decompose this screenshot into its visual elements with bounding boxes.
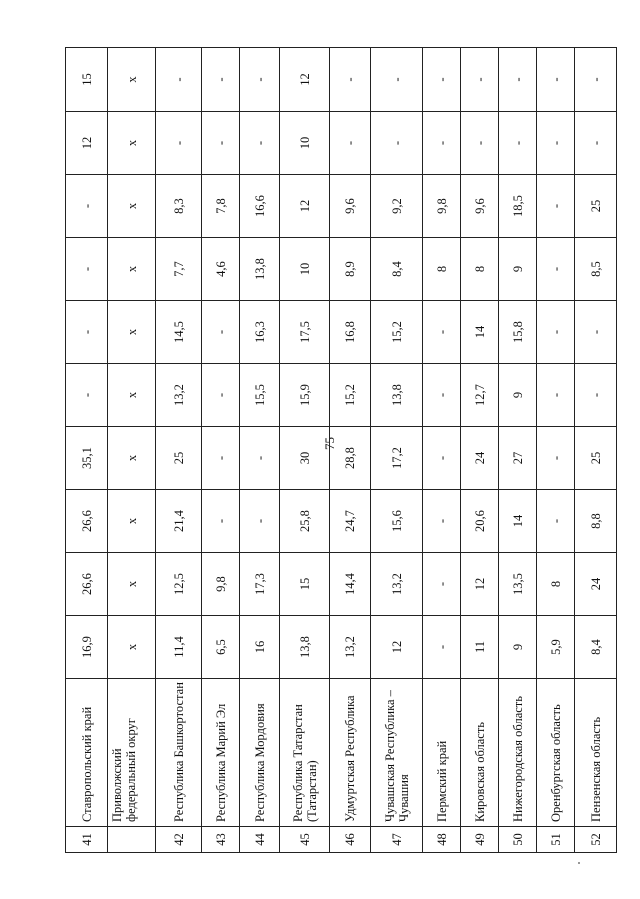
region-name-cell: Республика Башкортостан <box>156 679 202 827</box>
value-cell: 16,3 <box>240 301 280 364</box>
value-cell: 15,5 <box>240 364 280 427</box>
value-cell: - <box>66 175 108 238</box>
region-name-cell: Ставропольский край <box>66 679 108 827</box>
row-number-cell: 48 <box>423 827 461 853</box>
value-cell: х <box>108 48 156 112</box>
value-cell: 8,5 <box>575 238 617 301</box>
value-cell: - <box>202 301 240 364</box>
value-cell: - <box>240 490 280 553</box>
value-cell: 17,5 <box>280 301 330 364</box>
value-cell: 25,8 <box>280 490 330 553</box>
table-row <box>330 48 371 853</box>
page-number: 75 <box>322 437 337 450</box>
value-cell: 16,8 <box>330 301 371 364</box>
value-cell: 24,7 <box>330 490 371 553</box>
value-cell: х <box>108 553 156 616</box>
value-cell: - <box>537 238 575 301</box>
region-name-cell: Оренбургская область <box>537 679 575 827</box>
value-cell: 13,2 <box>371 553 423 616</box>
value-cell: - <box>537 427 575 490</box>
value-cell: - <box>202 427 240 490</box>
value-cell: 12 <box>280 175 330 238</box>
value-cell: - <box>537 48 575 112</box>
table-body <box>66 48 617 853</box>
value-cell: 13,8 <box>240 238 280 301</box>
value-cell: - <box>156 48 202 112</box>
value-cell: - <box>66 364 108 427</box>
value-cell: - <box>240 48 280 112</box>
value-cell: - <box>423 553 461 616</box>
region-name-cell: Удмуртская Республика <box>330 679 371 827</box>
value-cell: 8,8 <box>575 490 617 553</box>
value-cell: 6,5 <box>202 616 240 679</box>
value-cell: 16 <box>240 616 280 679</box>
value-cell: х <box>108 112 156 175</box>
row-number-cell: 49 <box>461 827 499 853</box>
value-cell: - <box>240 427 280 490</box>
value-cell: - <box>66 301 108 364</box>
value-cell: 12,7 <box>461 364 499 427</box>
value-cell: 15,8 <box>499 301 537 364</box>
value-cell: х <box>108 301 156 364</box>
table-row <box>499 48 537 853</box>
value-cell: - <box>461 112 499 175</box>
table-row <box>371 48 423 853</box>
value-cell: - <box>371 48 423 112</box>
value-cell: - <box>537 175 575 238</box>
table-row <box>423 48 461 853</box>
region-name-cell: Нижегородская область <box>499 679 537 827</box>
value-cell: - <box>575 301 617 364</box>
value-cell: 7,8 <box>202 175 240 238</box>
table-row <box>66 48 108 853</box>
value-cell: - <box>371 112 423 175</box>
value-cell: - <box>423 364 461 427</box>
value-cell: - <box>330 112 371 175</box>
row-number-cell: 51 <box>537 827 575 853</box>
value-cell: - <box>537 112 575 175</box>
value-cell: 13,8 <box>280 616 330 679</box>
value-cell: 12,5 <box>156 553 202 616</box>
value-cell: 8,3 <box>156 175 202 238</box>
value-cell: 9 <box>499 364 537 427</box>
value-cell: 13,2 <box>156 364 202 427</box>
row-number-cell: 44 <box>240 827 280 853</box>
value-cell: 20,6 <box>461 490 499 553</box>
value-cell: 18,5 <box>499 175 537 238</box>
value-cell: - <box>66 238 108 301</box>
table-row <box>280 48 330 853</box>
row-number-cell: 46 <box>330 827 371 853</box>
value-cell: 9,6 <box>461 175 499 238</box>
row-number-cell: 42 <box>156 827 202 853</box>
value-cell: - <box>461 48 499 112</box>
value-cell: 11,4 <box>156 616 202 679</box>
value-cell: 15,9 <box>280 364 330 427</box>
rotated-table-container <box>65 48 603 853</box>
row-number-cell <box>108 827 156 853</box>
region-name-cell: Республика Татарстан (Татарстан) <box>280 679 330 827</box>
value-cell: - <box>240 112 280 175</box>
value-cell: 8 <box>423 238 461 301</box>
row-number-cell: 41 <box>66 827 108 853</box>
value-cell: 25 <box>575 427 617 490</box>
value-cell: 15 <box>280 553 330 616</box>
value-cell: х <box>108 364 156 427</box>
value-cell: - <box>499 112 537 175</box>
value-cell: - <box>423 301 461 364</box>
value-cell: 14 <box>499 490 537 553</box>
value-cell: 21,4 <box>156 490 202 553</box>
value-cell: 24 <box>461 427 499 490</box>
value-cell: х <box>108 238 156 301</box>
value-cell: 16,6 <box>240 175 280 238</box>
value-cell: - <box>423 490 461 553</box>
value-cell: - <box>575 364 617 427</box>
value-cell: 27 <box>499 427 537 490</box>
value-cell: 9,8 <box>423 175 461 238</box>
value-cell: - <box>202 48 240 112</box>
value-cell: 9,2 <box>371 175 423 238</box>
data-table <box>65 47 617 853</box>
value-cell: - <box>330 48 371 112</box>
value-cell: - <box>423 616 461 679</box>
value-cell: 15,2 <box>371 301 423 364</box>
row-number-cell: 47 <box>371 827 423 853</box>
value-cell: 9,8 <box>202 553 240 616</box>
value-cell: 17,3 <box>240 553 280 616</box>
table-row <box>240 48 280 853</box>
row-number-cell: 52 <box>575 827 617 853</box>
value-cell: - <box>202 112 240 175</box>
region-name-cell: Чувашская Республика – Чувашия <box>371 679 423 827</box>
value-cell: 9 <box>499 238 537 301</box>
value-cell: 8 <box>537 553 575 616</box>
value-cell: 9,6 <box>330 175 371 238</box>
value-cell: 13,8 <box>371 364 423 427</box>
value-cell: - <box>537 364 575 427</box>
value-cell: 10 <box>280 112 330 175</box>
value-cell: 25 <box>575 175 617 238</box>
value-cell: - <box>156 112 202 175</box>
value-cell: 12 <box>66 112 108 175</box>
value-cell: 10 <box>280 238 330 301</box>
value-cell: 9 <box>499 616 537 679</box>
scan-speck <box>578 862 580 864</box>
value-cell: 14 <box>461 301 499 364</box>
region-name-cell: Пензенская область <box>575 679 617 827</box>
value-cell: - <box>423 427 461 490</box>
value-cell: 12 <box>280 48 330 112</box>
value-cell: 15,6 <box>371 490 423 553</box>
value-cell: 8,4 <box>575 616 617 679</box>
table-row <box>461 48 499 853</box>
row-number-cell: 43 <box>202 827 240 853</box>
value-cell: 12 <box>371 616 423 679</box>
value-cell: 15,2 <box>330 364 371 427</box>
table-row <box>575 48 617 853</box>
value-cell: 5,9 <box>537 616 575 679</box>
value-cell: 15 <box>66 48 108 112</box>
value-cell: 28,8 <box>330 427 371 490</box>
value-cell: - <box>575 48 617 112</box>
value-cell: - <box>537 301 575 364</box>
value-cell: 12 <box>461 553 499 616</box>
region-name-cell: Приволжский федеральный округ <box>108 679 156 827</box>
value-cell: - <box>537 490 575 553</box>
region-name-cell: Кировская область <box>461 679 499 827</box>
table-row <box>537 48 575 853</box>
value-cell: - <box>575 112 617 175</box>
value-cell: 14,5 <box>156 301 202 364</box>
value-cell: 8,9 <box>330 238 371 301</box>
region-name-cell: Республика Мордовия <box>240 679 280 827</box>
value-cell: 16,9 <box>66 616 108 679</box>
table-row <box>202 48 240 853</box>
value-cell: х <box>108 616 156 679</box>
region-name-cell: Пермский край <box>423 679 461 827</box>
value-cell: 25 <box>156 427 202 490</box>
value-cell: 11 <box>461 616 499 679</box>
value-cell: - <box>499 48 537 112</box>
value-cell: 13,5 <box>499 553 537 616</box>
value-cell: 8 <box>461 238 499 301</box>
value-cell: 24 <box>575 553 617 616</box>
table-row <box>156 48 202 853</box>
value-cell: 8,4 <box>371 238 423 301</box>
value-cell: 17,2 <box>371 427 423 490</box>
value-cell: - <box>423 112 461 175</box>
value-cell: 30 <box>280 427 330 490</box>
value-cell: х <box>108 427 156 490</box>
value-cell: х <box>108 490 156 553</box>
value-cell: 14,4 <box>330 553 371 616</box>
value-cell: - <box>423 48 461 112</box>
value-cell: 35,1 <box>66 427 108 490</box>
value-cell: - <box>202 490 240 553</box>
value-cell: 13,2 <box>330 616 371 679</box>
value-cell: 7,7 <box>156 238 202 301</box>
value-cell: 4,6 <box>202 238 240 301</box>
value-cell: 26,6 <box>66 490 108 553</box>
value-cell: х <box>108 175 156 238</box>
region-name-cell: Республика Марий Эл <box>202 679 240 827</box>
row-number-cell: 45 <box>280 827 330 853</box>
value-cell: 26,6 <box>66 553 108 616</box>
value-cell: - <box>202 364 240 427</box>
table-row <box>108 48 156 853</box>
row-number-cell: 50 <box>499 827 537 853</box>
